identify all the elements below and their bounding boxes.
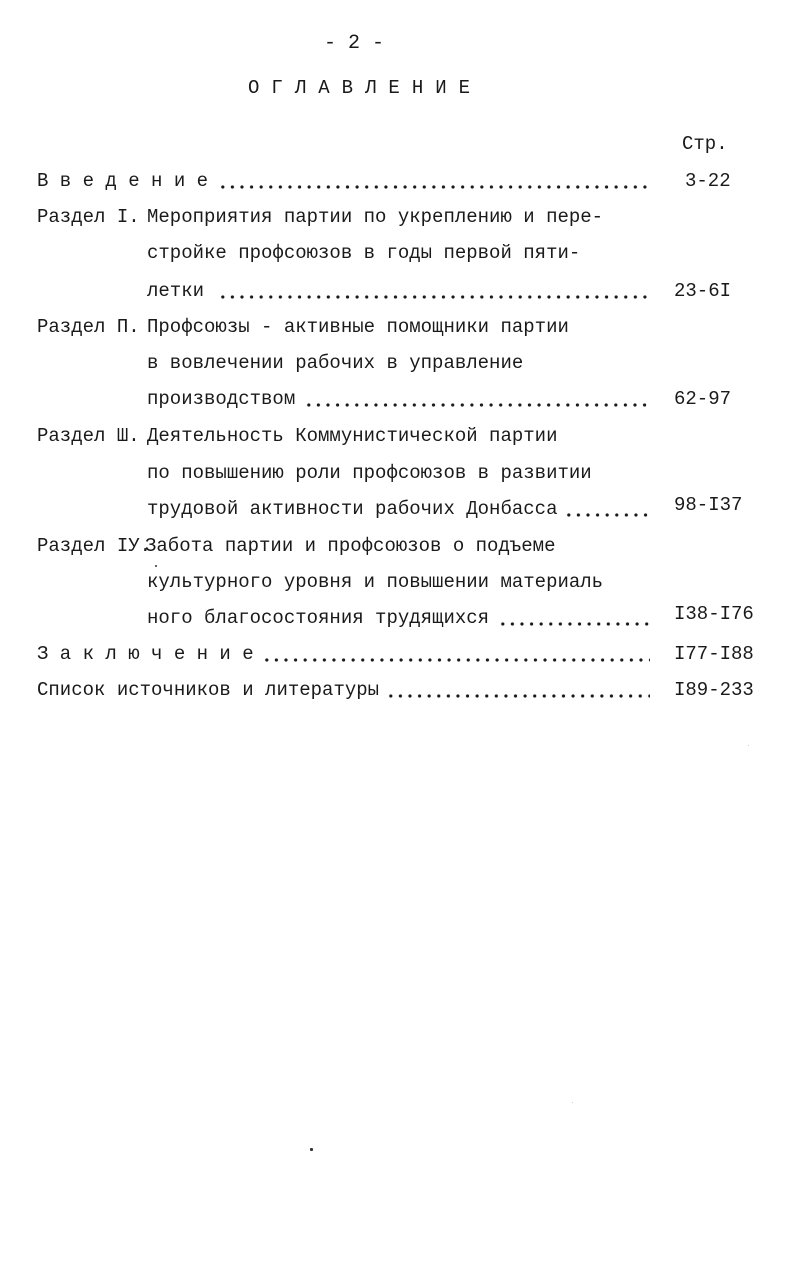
scan-speck [155,565,157,567]
dot-leader [564,512,650,518]
dot-leader [218,294,650,300]
page-title: О Г Л А В Л Е Н И Е [248,77,471,99]
toc-entry-label: Список источников и литературы [37,679,380,701]
dot-leader [386,693,650,699]
dot-leader [498,621,650,627]
scan-speck [310,1148,313,1151]
toc-entry-label: Раздел П. [37,316,140,338]
toc-entry-pages: I89-233 [674,679,754,701]
toc-entry-line: ного благосостояния трудящихся [147,607,490,629]
scan-speck [748,745,749,746]
toc-entry-line: Забота партии и профсоюзов о подъеме [145,535,556,557]
page-number: - 2 - [324,32,385,55]
toc-entry-pages: 98-I37 [674,494,743,516]
toc-entry-label: В в е д е н и е [37,170,209,192]
toc-entry-pages: 62-97 [674,388,732,410]
dot-leader [262,657,650,663]
toc-entry-pages: 23-6I [674,280,732,302]
dot-leader [304,402,650,408]
toc-entry-line: культурного уровня и повышении материаль [147,571,604,593]
toc-entry-pages: 3-22 [685,170,731,192]
toc-entry-line: стройке профсоюзов в годы первой пяти- [147,242,581,264]
toc-entry-pages: I38-I76 [674,603,754,625]
toc-entry-label: Раздел Ш. [37,425,140,447]
dot-leader [218,184,650,190]
toc-entry-line: производством [147,388,296,410]
toc-entry-label: Раздел I. [37,206,140,228]
scan-speck [572,1102,573,1103]
toc-entry-pages: I77-I88 [674,643,754,665]
toc-entry-line: по повышению роли профсоюзов в развитии [147,462,592,484]
toc-entry-line: в вовлечении рабочих в управление [147,352,524,374]
toc-entry-label: Раздел IУ. [37,535,152,557]
toc-entry-label: З а к л ю ч е н и е [37,643,254,665]
page-column-label: Стр. [682,133,728,155]
toc-entry-line: летки [147,280,205,302]
toc-entry-line: Профсоюзы - активные помощники партии [147,316,569,338]
toc-entry-line: Деятельность Коммунистической партии [147,425,558,447]
toc-entry-line: Мероприятия партии по укреплению и пере- [147,206,604,228]
toc-entry-line: трудовой активности рабочих Донбасса [147,498,558,520]
